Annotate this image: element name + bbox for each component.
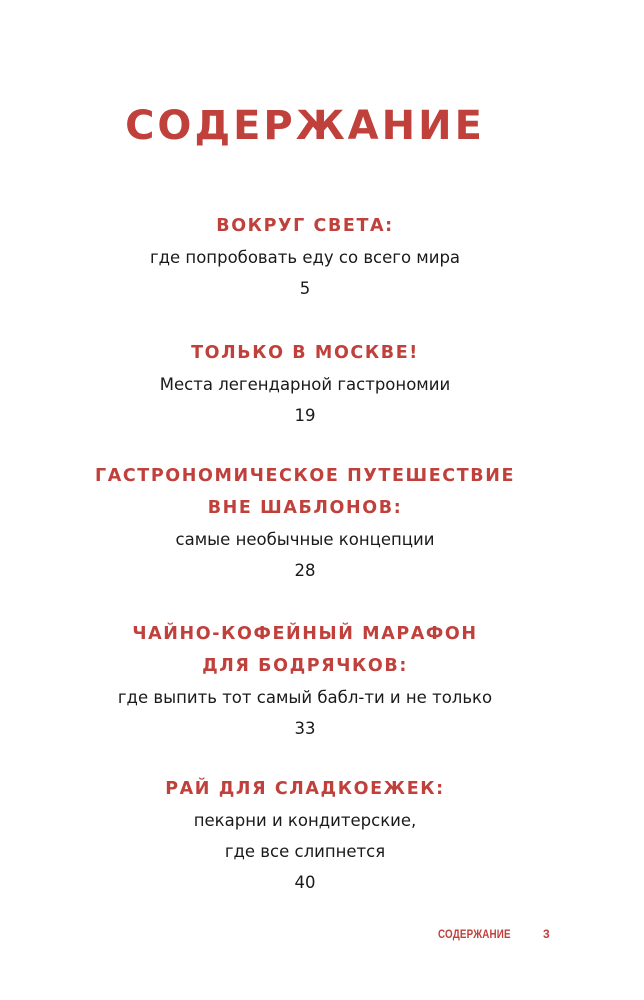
page-title: СОДЕРЖАНИЕ [125,103,485,149]
toc-entry-page-number: 19 [294,406,316,425]
toc-entry-heading-continued: ВНЕ ШАБЛОНОВ: [207,498,403,518]
toc-entry-heading: ТОЛЬКО В МОСКВЕ! [191,343,419,363]
toc-entry-heading: ГАСТРОНОМИЧЕСКОЕ ПУТЕШЕСТВИЕ [94,466,516,486]
toc-entry-page-number: 33 [294,719,316,738]
toc-entry [0,460,610,586]
toc-entry-subtitle: где попробовать еду со всего мира [149,248,461,267]
toc-entry-page-number: 28 [294,561,316,580]
toc-entry-subtitle: где выпить тот самый бабл-ти и не только [117,688,493,707]
toc-entry-heading: ЧАЙНО-КОФЕЙНЫЙ МАРАФОН [132,624,478,644]
toc-entry-heading: ВОКРУГ СВЕТА: [216,216,394,236]
toc-entry [0,773,610,898]
toc-entry-subtitle: самые необычные концепции [175,530,435,549]
toc-entry-page-number: 40 [294,873,316,892]
toc-entry [0,210,610,304]
toc-entry-subtitle-continued: где все слипнется [224,842,386,861]
toc-entry-page-number: 5 [299,279,311,298]
running-footer-section: СОДЕРЖАНИЕ [438,927,511,941]
running-footer-page-number: 3 [543,927,550,941]
toc-entry [0,337,610,431]
toc-entry-subtitle: пекарни и кондитерские, [193,811,417,830]
toc-entry-heading: РАЙ ДЛЯ СЛАДКОЕЖЕК: [165,779,445,799]
toc-entry-heading-continued: ДЛЯ БОДРЯЧКОВ: [202,656,408,676]
toc-entry-subtitle: Места легендарной гастрономии [159,375,451,394]
toc-entry [0,618,610,744]
